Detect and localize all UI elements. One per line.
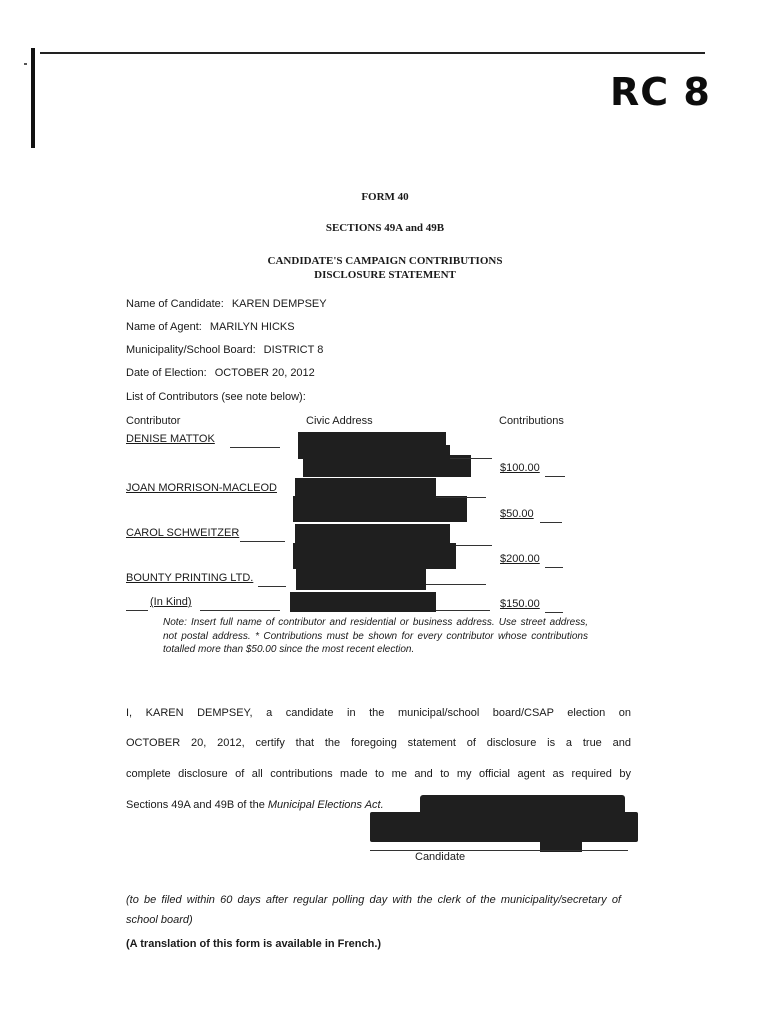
underline [436,497,486,498]
contributors-list-label: List of Contributors (see note below): [126,391,306,403]
agent-field [126,321,295,333]
redaction-block [290,592,436,612]
candidate-label: Name of Candidate: [126,298,224,310]
contributor-name: DENISE MATTOK [126,433,215,445]
redaction-block [293,496,467,522]
rc-stamp: RC 8 [610,70,711,114]
certification-line4: Sections 49A and 49B of the [126,799,265,811]
underline [426,584,486,585]
signature-redaction [370,812,638,842]
certification-line [126,798,426,812]
form-sections: SECTIONS 49A and 49B [325,222,445,234]
redaction-block [296,566,426,590]
form-title-line2: DISCLOSURE STATEMENT [314,269,456,281]
certification-line: OCTOBER 20, 2012, certify that the foregoing statement of disclosure is a true and [126,737,631,749]
agent-label: Name of Agent: [126,321,202,333]
column-header-contributions: Contributions [499,415,564,427]
contributor-name: BOUNTY PRINTING LTD. [126,572,254,584]
contribution-amount: $50.00 [500,508,534,520]
underline [545,476,565,477]
scan-edge-mark [31,48,35,148]
certification-line: I, KAREN DEMPSEY, a candidate in the municipal/school board/CSAP election on [126,707,631,719]
underline [240,541,285,542]
underline [456,545,492,546]
candidate-signature-label: Candidate [415,851,466,863]
act-name: Municipal Elections Act. [267,799,384,811]
contributor-note: Note: Insert full name of contributor and residential or business address. Use street address, not postal address. * Contributions must be shown for every contributor whose contributions totalled more than $50.00 since the most recent election. [163,617,588,655]
redaction-block [298,432,446,446]
underline [545,612,563,613]
redaction-block [303,455,471,477]
contributor-name: JOAN MORRISON-MACLEOD [126,482,277,494]
underline [230,447,280,448]
signature-line [370,850,628,851]
scan-speck [24,63,27,65]
top-rule [40,52,705,54]
contributor-name: CAROL SCHWEITZER [126,527,240,539]
municipality-label: Municipality/School Board: [126,344,256,356]
underline [436,610,490,611]
candidate-value: KAREN DEMPSEY [231,298,327,310]
election-date-label: Date of Election: [126,367,207,379]
municipality-value: DISTRICT 8 [263,344,324,356]
filing-note: (to be filed within 60 days after regular polling day with the clerk of the municipality/secretary of school board) [126,894,621,926]
certification-line: complete disclosure of all contributions made to me and to my official agent as required by [126,768,631,780]
form-title [0,254,770,282]
form-number: FORM 40 [361,191,409,203]
agent-value: MARILYN HICKS [209,321,295,333]
election-date-value: OCTOBER 20, 2012 [214,367,315,379]
election-date-field [126,367,315,379]
translation-note: (A translation of this form is available in French.) [126,938,382,950]
contribution-amount: $100.00 [500,462,540,474]
redaction-block [295,478,436,498]
column-header-contributor: Contributor [126,415,181,427]
underline [258,586,286,587]
underline [200,610,280,611]
candidate-field [126,298,327,310]
contribution-amount: $150.00 [500,598,540,610]
municipality-field [126,344,323,356]
form-title-line1: CANDIDATE'S CAMPAIGN CONTRIBUTIONS [267,255,503,267]
underline [545,567,563,568]
underline [540,522,562,523]
underline [450,458,492,459]
contributor-subnote: (In Kind) [150,596,192,608]
underline [126,610,148,611]
column-header-address: Civic Address [306,415,373,427]
contribution-amount: $200.00 [500,553,540,565]
